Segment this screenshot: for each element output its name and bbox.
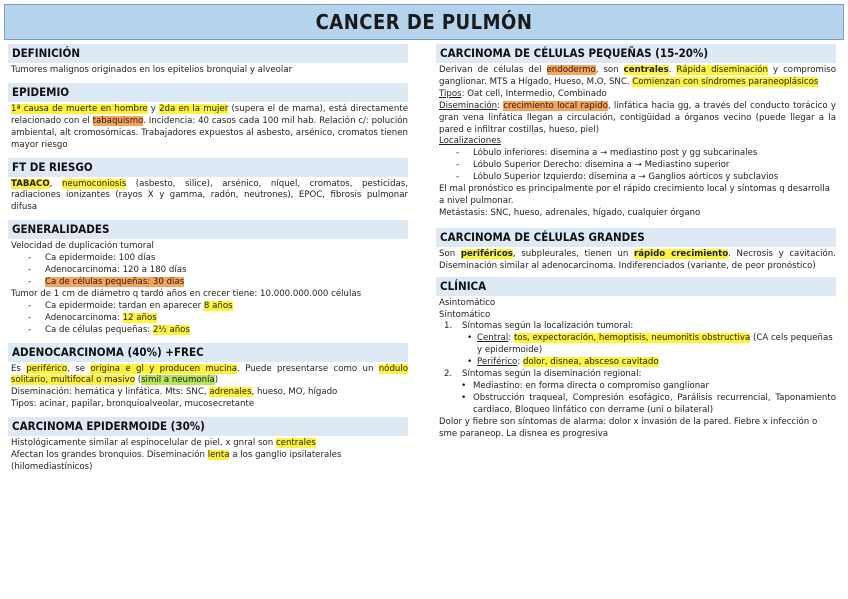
text-run: (supera el de mama), está directamente relacionado con el xyxy=(11,103,408,126)
text-run: ) xyxy=(214,375,219,386)
text-run: Diseminación: hemática y linfática. Mts: SNC, xyxy=(11,387,210,398)
highlight: centrales xyxy=(623,65,669,75)
highlight: TABACO xyxy=(11,178,50,189)
epidermoide-heading: CARCINOMA EPIDERMOIDE (30%) xyxy=(8,417,408,436)
title-bar xyxy=(4,4,844,40)
list-item xyxy=(436,321,836,333)
text-run: y compromiso ganglionar. MTS a Hígado, Hueso, M.O, SNC. xyxy=(439,65,836,87)
left-column xyxy=(8,44,408,474)
sintomatico-text: Sintomático xyxy=(439,309,491,320)
highlight: simil a neumonía xyxy=(141,375,215,386)
text-run: : Oat cell, Intermedio, Combinado xyxy=(461,88,607,99)
text-run: . xyxy=(668,65,677,75)
text-run: (CA cels pequeñas y epidermoide) xyxy=(477,333,833,356)
list-item: - Ca epidermoide: 100 días xyxy=(8,253,408,265)
pronostico-text: El mal pronóstico es principalmente por el rápido crecimiento local y síntomas q desarrolla a nivel pulmonar. xyxy=(439,184,830,206)
highlight: crecimiento local rapido xyxy=(503,100,608,111)
celulas-pequenas-text xyxy=(436,65,836,89)
list-item: - Lóbulo Superior Derecho: disemina a → Mediastino superior xyxy=(436,160,836,172)
celulas-pequenas-diseminacion xyxy=(436,101,836,137)
list-item xyxy=(8,325,408,337)
label: Central xyxy=(477,333,509,344)
celulas-pequenas-heading: CARCINOMA DE CÉLULAS PEQUEÑAS (15-20%) xyxy=(436,44,836,63)
list-item: • Mediastino: en forma directa o compromiso ganglionar xyxy=(436,381,836,393)
text-run: Adenocarcinoma: xyxy=(45,312,123,323)
epidemio-text xyxy=(8,104,408,152)
text-run: , son xyxy=(595,65,624,75)
highlight: nódulo solitario, multifocal o masivo xyxy=(11,363,408,386)
text-run: a los ganglio ipsilaterales (hilomediastínicos) xyxy=(11,450,342,472)
celulas-grandes-text xyxy=(436,249,836,273)
years-list xyxy=(8,301,408,337)
list-item xyxy=(8,301,408,313)
text-run: Síntomas según la diseminación regional: xyxy=(462,369,642,380)
text-run: , xyxy=(49,178,62,189)
ft-riesgo-heading: FT DE RIESGO xyxy=(8,158,408,177)
sintomas-list-1 xyxy=(436,321,836,333)
text-run: (asbesto, silice), arsénico, níquel, cromatos, pesticidas, radiaciones ionizantes (rayos X y gamma, radón, neutrones), EPOC, fibrosis pulmonar difusa xyxy=(11,178,408,213)
text-run: Afectan los grandes bronquios. Diseminación xyxy=(11,450,208,461)
celulas-grandes-heading: CARCINOMA DE CÉLULAS GRANDES xyxy=(436,228,836,247)
highlight: 2da en la mujer xyxy=(159,103,229,114)
list-item xyxy=(436,369,836,381)
generalidades-heading: GENERALIDADES xyxy=(8,220,408,239)
text-run: Ca epidermoide: tardan en aparecer xyxy=(45,300,204,311)
highlight: origina e gl y producen mucina xyxy=(90,363,238,374)
text-run: : xyxy=(517,357,523,368)
generalidades-intro: Velocidad de duplicación tumoral xyxy=(11,241,154,252)
text-run: Es xyxy=(11,363,27,374)
item-number: 1. xyxy=(444,321,453,332)
asintomatico-text: Asintomático xyxy=(439,297,496,308)
text-run: : xyxy=(497,100,504,111)
right-column xyxy=(436,44,836,440)
highlight: dolor, disnea, absceso cavitado xyxy=(522,357,659,368)
alarma-text: Dolor y fiebre son síntomas de alarma: dolor x invasión de la pared. Fiebre x infección o sme paraneop. La disnea es progresiva xyxy=(439,416,818,439)
text-run: . Incidencia: 40 casos cada 100 mil hab. Relación c/: polución ambiental, alt cromosómicas. Trabajadores expuestos al asbesto, arsénico, cromatos tienen mayor riesgo xyxy=(11,115,408,150)
celulas-pequenas-tipos xyxy=(436,89,836,101)
highlight: lenta xyxy=(207,450,230,461)
diseminacion-list xyxy=(436,381,836,417)
text-run: . Puede presentarse como un xyxy=(237,363,379,374)
list-item: - Adenocarcinoma: 120 a 180 días xyxy=(8,265,408,277)
highlight: Rápida diseminación xyxy=(676,65,768,75)
highlight: endodermo xyxy=(546,65,596,75)
text-run: , subpleurales, tienen un xyxy=(512,248,634,259)
localizaciones-label xyxy=(436,136,836,148)
duplication-list xyxy=(8,253,408,289)
highlight: rápido crecimiento xyxy=(633,248,729,259)
label: Tipos xyxy=(439,88,462,99)
highlight: tabaquismo xyxy=(92,115,144,126)
text-run: Derivan de células del xyxy=(439,65,547,75)
highlight: tos, expectoración, hemoptisis, neumonitis obstructiva xyxy=(513,333,751,344)
epidermoide-text xyxy=(8,438,408,474)
label: Localizaciones xyxy=(439,136,502,147)
highlight: centrales xyxy=(275,438,316,449)
adenocarcinoma-heading: ADENOCARCINOMA (40%) +FREC xyxy=(8,343,408,362)
text-run: : xyxy=(508,333,514,344)
list-item xyxy=(436,357,836,369)
highlight: 12 años xyxy=(122,312,157,323)
list-item xyxy=(436,333,836,357)
text-run: Son xyxy=(439,248,461,259)
label: Diseminación xyxy=(439,100,498,111)
text-run: . Necrosis y cavitación. Diseminación similar al adenocarcinoma. Indiferenciados (variante, de peor pronóstico) xyxy=(439,248,836,271)
highlight: neumoconiosis xyxy=(61,178,127,189)
clinica-heading: CLÍNICA xyxy=(436,277,836,296)
text-run: , se xyxy=(67,363,91,374)
highlight: periféricos xyxy=(460,248,513,259)
text-run: Síntomas según la localización tumoral: xyxy=(462,321,634,332)
adenocarcinoma-text xyxy=(8,364,408,388)
adenocarcinoma-diseminacion xyxy=(8,387,408,399)
definicion-heading: DEFINICIÓN xyxy=(8,44,408,63)
text-run: , linfática hacia gg, a través del conducto torácico y gran vena linfática llegan a circulación, contigüidad a órganos vecino (puede llegar a la pared e infiltrar costillas, hueso, piel) xyxy=(439,100,836,135)
highlight: Ca de células pequeñas: 30 días xyxy=(45,276,185,287)
list-item xyxy=(8,277,408,289)
list-item: - Lóbulo Superior Izquierdo: disemina a → Ganglios aórticos y subclavios xyxy=(436,172,836,184)
highlight: Comienzan con síndromes paraneoplásicos xyxy=(632,76,819,87)
text-run: Histológicamente similar al espinocelular de piel, x gnral son xyxy=(11,438,276,449)
list-item: • Obstrucción traqueal, Compresión esofágico, Parálisis recurrencial, Taponamiento cardiaco, Bloqueo linfático con derrame (uni o bilateral) xyxy=(436,393,836,417)
ft-riesgo-text xyxy=(8,179,408,215)
generalidades-mid: Tumor de 1 cm de diámetro q tardó años en crecer tiene: 10.000.000.000 células xyxy=(11,288,362,299)
highlight: adrenales xyxy=(209,387,252,398)
sintomas-list-2 xyxy=(436,369,836,381)
definicion-text: Tumores malignos originados en los epitelios bronquial y alveolar xyxy=(11,65,293,75)
text-run: y xyxy=(147,103,160,114)
list-item xyxy=(8,313,408,325)
text-run: Ca de células pequeñas: xyxy=(45,324,153,335)
page-title: CANCER DE PULMÓN xyxy=(315,10,533,34)
epidemio-heading: EPIDEMIO xyxy=(8,83,408,102)
list-item: - Lóbulo inferiores: disemina a → mediastino post y gg subcarinales xyxy=(436,148,836,160)
localizaciones-list xyxy=(436,148,836,184)
text-run: ( xyxy=(134,375,142,386)
label: Periférico xyxy=(477,357,518,368)
item-number: 2. xyxy=(444,369,453,380)
adenocarcinoma-tipos: Tipos: acinar, papilar, bronquioalveolar, mucosecretante xyxy=(11,399,255,410)
highlight: 1ª causa de muerte en hombre xyxy=(11,103,148,114)
highlight: 8 años xyxy=(203,300,233,311)
text-run: , hueso, MO, hígado xyxy=(251,387,338,398)
metastasis-text: Metástasis: SNC, hueso, adrenales, hígado, cualquier órgano xyxy=(439,207,701,218)
localizacion-list xyxy=(436,333,836,369)
highlight: periférico xyxy=(26,363,68,374)
highlight: 2½ años xyxy=(152,324,190,335)
